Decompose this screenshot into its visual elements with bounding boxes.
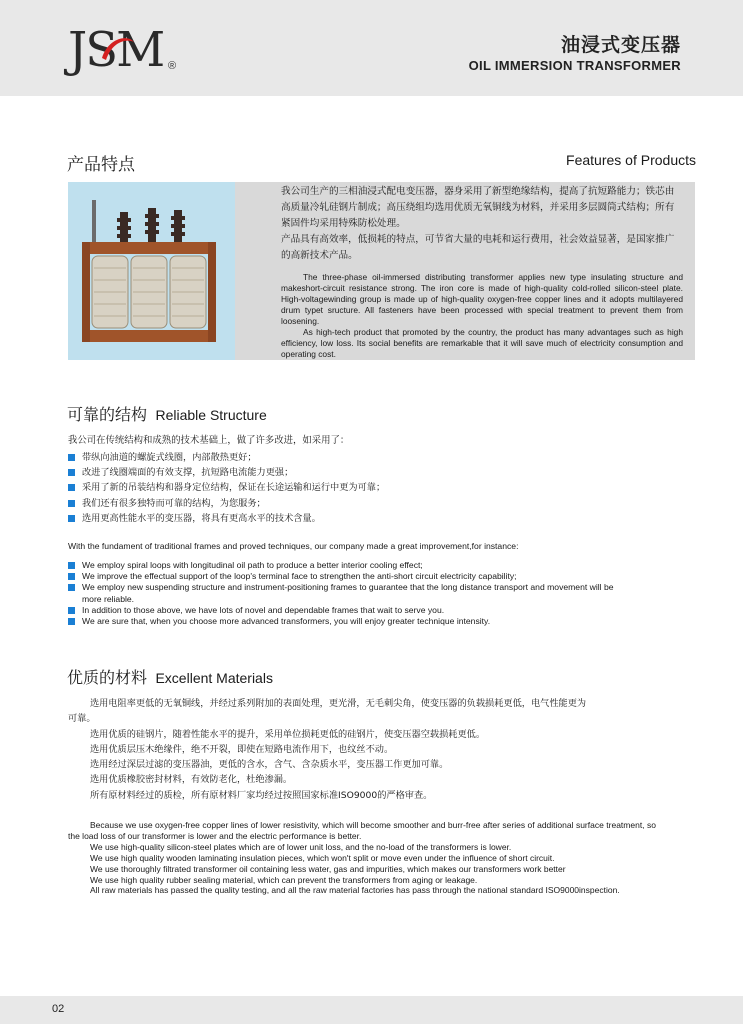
- features-text: [281, 184, 683, 360]
- transformer-photo: [68, 182, 235, 360]
- materials-en-paragraph: We use high quality rubber sealing material, which can prevent the transformers from aging or leakage.: [90, 874, 478, 885]
- list-item: 采用了新的吊装结构和器身定位结构，保证在长途运输和运行中更为可靠；: [68, 480, 688, 495]
- list-item: 改进了线圈端面的有效支撑，抗短路电流能力更强；: [68, 465, 688, 480]
- materials-cn-line: 选用电阻率更低的无氧铜线，并经过系列附加的表面处理，更光滑，无毛刺尖角，使变压器的负载损耗更低，电气性能更为: [90, 698, 587, 709]
- company-logo: [68, 22, 188, 82]
- structure-heading: [67, 402, 267, 425]
- page-footer: [0, 996, 743, 1024]
- list-item: 选用更高性能水平的变压器，将具有更高水平的技术含量。: [68, 511, 688, 526]
- structure-heading-cn: 可靠的结构: [67, 405, 148, 424]
- structure-intro-en: With the fundament of traditional frames and proved techniques, our company made a great improvement,for instance:: [68, 541, 519, 551]
- materials-en-paragraph: We use thoroughly filtrated transformer oil containing less water, gas and impurities, which makes our transformers work better: [90, 863, 566, 874]
- materials-en-paragraph: All raw materials has passed the quality testing, and all the raw material factories has pass through the national standard ISO9000inspection.: [90, 885, 620, 896]
- list-item: We improve the effectual support of the loop's terminal face to strengthen the anti-short circuit electricity capability;: [68, 571, 628, 582]
- list-item: 带纵向油道的螺旋式线圈，内部散热更好；: [68, 450, 688, 465]
- list-item: We employ new suspending structure and instrument-positioning frames to guarantee that the long distance transport and movement will be more reliable.: [68, 582, 628, 604]
- features-cn-paragraph-1: 我公司生产的三相油浸式配电变压器，器身采用了新型绝缘结构，提高了抗短路能力；铁芯由高质量冷轧硅钢片制成；高压绕组均选用优质无氧铜线为材料，并采用多层圆筒式结构；所有紧固件均采用特殊防松处理。: [281, 186, 675, 229]
- page-number: 02: [52, 1003, 65, 1015]
- doc-title-cn: 油浸式变压器: [560, 34, 681, 56]
- materials-heading-en: Excellent Materials: [155, 670, 273, 686]
- materials-text-en: [68, 820, 656, 896]
- structure-bullets-en: [68, 560, 628, 627]
- materials-heading-cn: 优质的材料: [67, 668, 148, 687]
- list-item: 我们还有很多独特而可靠的结构，为您服务；: [68, 496, 688, 511]
- materials-cn-line: 所有原材料经过的质检，所有原材料厂家均经过按照国家标准ISO9000的严格审查。: [90, 789, 433, 801]
- features-heading-cn: 产品特点: [67, 155, 135, 175]
- structure-intro-cn: 我公司在传统结构和成熟的技术基础上，做了许多改进，如采用了：: [68, 435, 350, 446]
- logo-wordmark: JSM: [68, 22, 164, 78]
- logo-swoosh-icon: [98, 32, 138, 66]
- materials-en-paragraph: We use high quality wooden laminating insulation pieces, which won't split or move even under the influence of short circuit.: [90, 852, 555, 863]
- materials-cn-line: 选用经过深层过滤的变压器油，更低的含水，含气、含杂质水平，变压器工作更加可靠。: [90, 759, 449, 771]
- materials-cn-line: 选用优质层压木绝缘件，绝不开裂，即使在短路电流作用下，也纹丝不动。: [90, 743, 394, 755]
- structure-bullets-cn: [68, 450, 688, 526]
- list-item: We are sure that, when you choose more advanced transformers, you will enjoy greater technique intensity.: [68, 616, 628, 627]
- features-heading-en: Features of Products: [566, 152, 696, 168]
- materials-en-paragraph: We use high-quality silicon-steel plates which are of lower unit loss, and the no-load of the transformers is lower.: [90, 841, 512, 852]
- materials-en-paragraph: Because we use oxygen-free copper lines of lower resistivity, which will become smoother and burr-free after series of additional surface treatment, so the load loss of our transformer is lower and the electric performance is better.: [68, 820, 656, 841]
- materials-cn-line: 可靠。: [68, 713, 96, 725]
- registered-mark: ®: [168, 60, 177, 72]
- list-item: In addition to those above, we have lots of novel and dependable frames that wait to serve you.: [68, 605, 628, 616]
- materials-heading: [67, 665, 273, 688]
- features-cn-paragraph-2: 产品具有高效率，低损耗的特点，可节省大量的电耗和运行费用，社会效益显著，是国家推广的高新技术产品。: [281, 234, 675, 261]
- list-item: We employ spiral loops with longitudinal oil path to produce a better interior cooling effect;: [68, 560, 628, 571]
- materials-cn-line: 选用优质橡胶密封材料，有效防老化，杜绝渗漏。: [90, 774, 293, 786]
- structure-heading-en: Reliable Structure: [155, 407, 267, 423]
- features-en-paragraph-2: As high-tech product that promoted by the country, the product has many advantages such as high efficiency, low loss. Its social benefits are remarkable that it will save much of electricity consumption and operating cost.: [281, 327, 683, 359]
- materials-text-cn: [68, 696, 668, 803]
- materials-cn-line: 选用优质的硅钢片，随着性能水平的提升，采用单位损耗更低的硅钢片，使变压器空载损耗更低。: [90, 728, 486, 740]
- doc-title-en: OIL IMMERSION TRANSFORMER: [468, 58, 681, 73]
- features-en-paragraph-1: The three-phase oil-immersed distributing transformer applies new type insulating structure and makeshort-circuit resistance strong. The iron core is made of high-quality cold-rolled silicon-steel plate. High-voltagewinding group is made up of high-quality oxygen-free copper lines and it adopts multilayered drum typet sructure. All fasteners have been processed with special treatment to prevent them from loosening.: [281, 272, 683, 326]
- transformer-illustration: [68, 182, 235, 360]
